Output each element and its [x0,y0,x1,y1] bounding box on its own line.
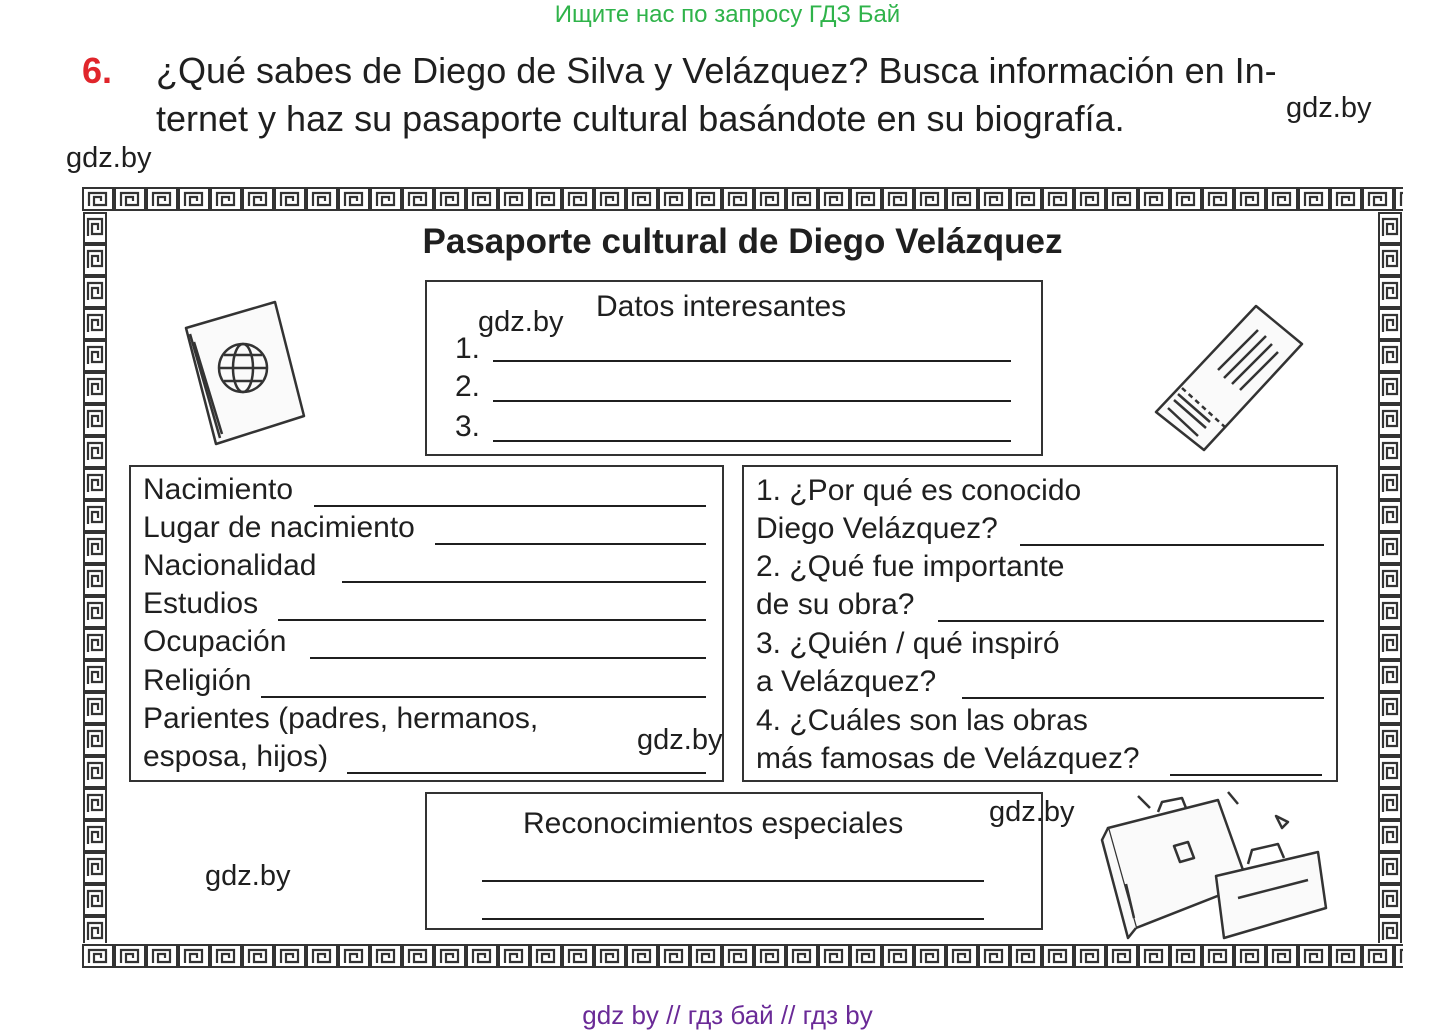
watermark: gdz.by [637,724,723,756]
exercise-number: 6. [82,50,113,91]
field-lugar-de-nacimiento: Lugar de nacimiento [143,511,415,544]
estudios-line[interactable] [278,619,706,621]
interesting-facts-title: Datos interesantes [596,290,847,323]
question-1: 1. ¿Por qué es conocido [756,474,1082,507]
watermark: gdz.by [1286,92,1372,124]
watermark: gdz.by [205,860,291,892]
fact-number-3: 3. [455,410,481,443]
suitcases-icon [1098,788,1330,948]
exercise-text-line-2: ternet y haz su pasaporte cultural basándote en su biografía. [156,98,1125,139]
passport-icon [180,298,310,448]
question-4-line[interactable] [1170,774,1322,776]
watermark: gdz.by [478,306,564,338]
nacimiento-line[interactable] [314,505,706,507]
ocupacion-line[interactable] [310,657,706,659]
exercise-text-line-1: ¿Qué sabes de Diego de Silva y Velázquez? Busca información en In- [156,50,1277,91]
fact-answer-line-1[interactable] [493,360,1011,362]
lugar-de-nacimiento-line[interactable] [435,543,706,545]
fact-answer-line-3[interactable] [493,440,1011,442]
question-4: 4. ¿Cuáles son las obras [756,704,1088,737]
field-nacionalidad: Nacionalidad [143,549,317,582]
question-3-line[interactable] [962,697,1324,699]
greek-key-border-top [82,186,1403,212]
field-ocupacion: Ocupación [143,625,287,658]
question-3-cont: a Velázquez? [756,665,937,698]
religion-line[interactable] [261,696,706,698]
watermark: gdz.by [989,796,1075,828]
greek-key-border-left [82,212,108,943]
field-nacimiento: Nacimiento [143,473,294,506]
recognitions-title: Reconocimientos especiales [523,807,904,840]
question-2-cont: de su obra? [756,588,915,621]
question-2-line[interactable] [938,620,1324,622]
field-estudios: Estudios [143,587,259,620]
parientes-line[interactable] [347,772,706,774]
ticket-icon [1148,300,1308,460]
fact-number-1: 1. [455,332,481,365]
footer-links[interactable]: gdz by // гдз бай // гдз by [582,1000,873,1030]
field-religion: Religión [143,664,252,697]
fact-answer-line-2[interactable] [493,400,1011,402]
question-1-cont: Diego Velázquez? [756,512,998,545]
question-4-cont: más famosas de Velázquez? [756,742,1140,775]
watermark: gdz.by [66,142,152,174]
fact-number-2: 2. [455,370,481,403]
top-banner[interactable]: Ищите нас по запросу ГДЗ Бай [554,1,901,28]
question-2: 2. ¿Qué fue importante [756,550,1065,583]
field-parientes: Parientes (padres, hermanos, [143,702,539,735]
greek-key-border-right [1377,212,1403,943]
question-3: 3. ¿Quién / qué inspiró [756,627,1060,660]
nacionalidad-line[interactable] [342,581,706,583]
question-1-line[interactable] [1020,544,1324,546]
field-parientes-cont: esposa, hijos) [143,740,329,773]
recognitions-line-1[interactable] [482,880,984,882]
passport-title: Pasaporte cultural de Diego Velázquez [422,222,1063,261]
recognitions-line-2[interactable] [482,918,984,920]
